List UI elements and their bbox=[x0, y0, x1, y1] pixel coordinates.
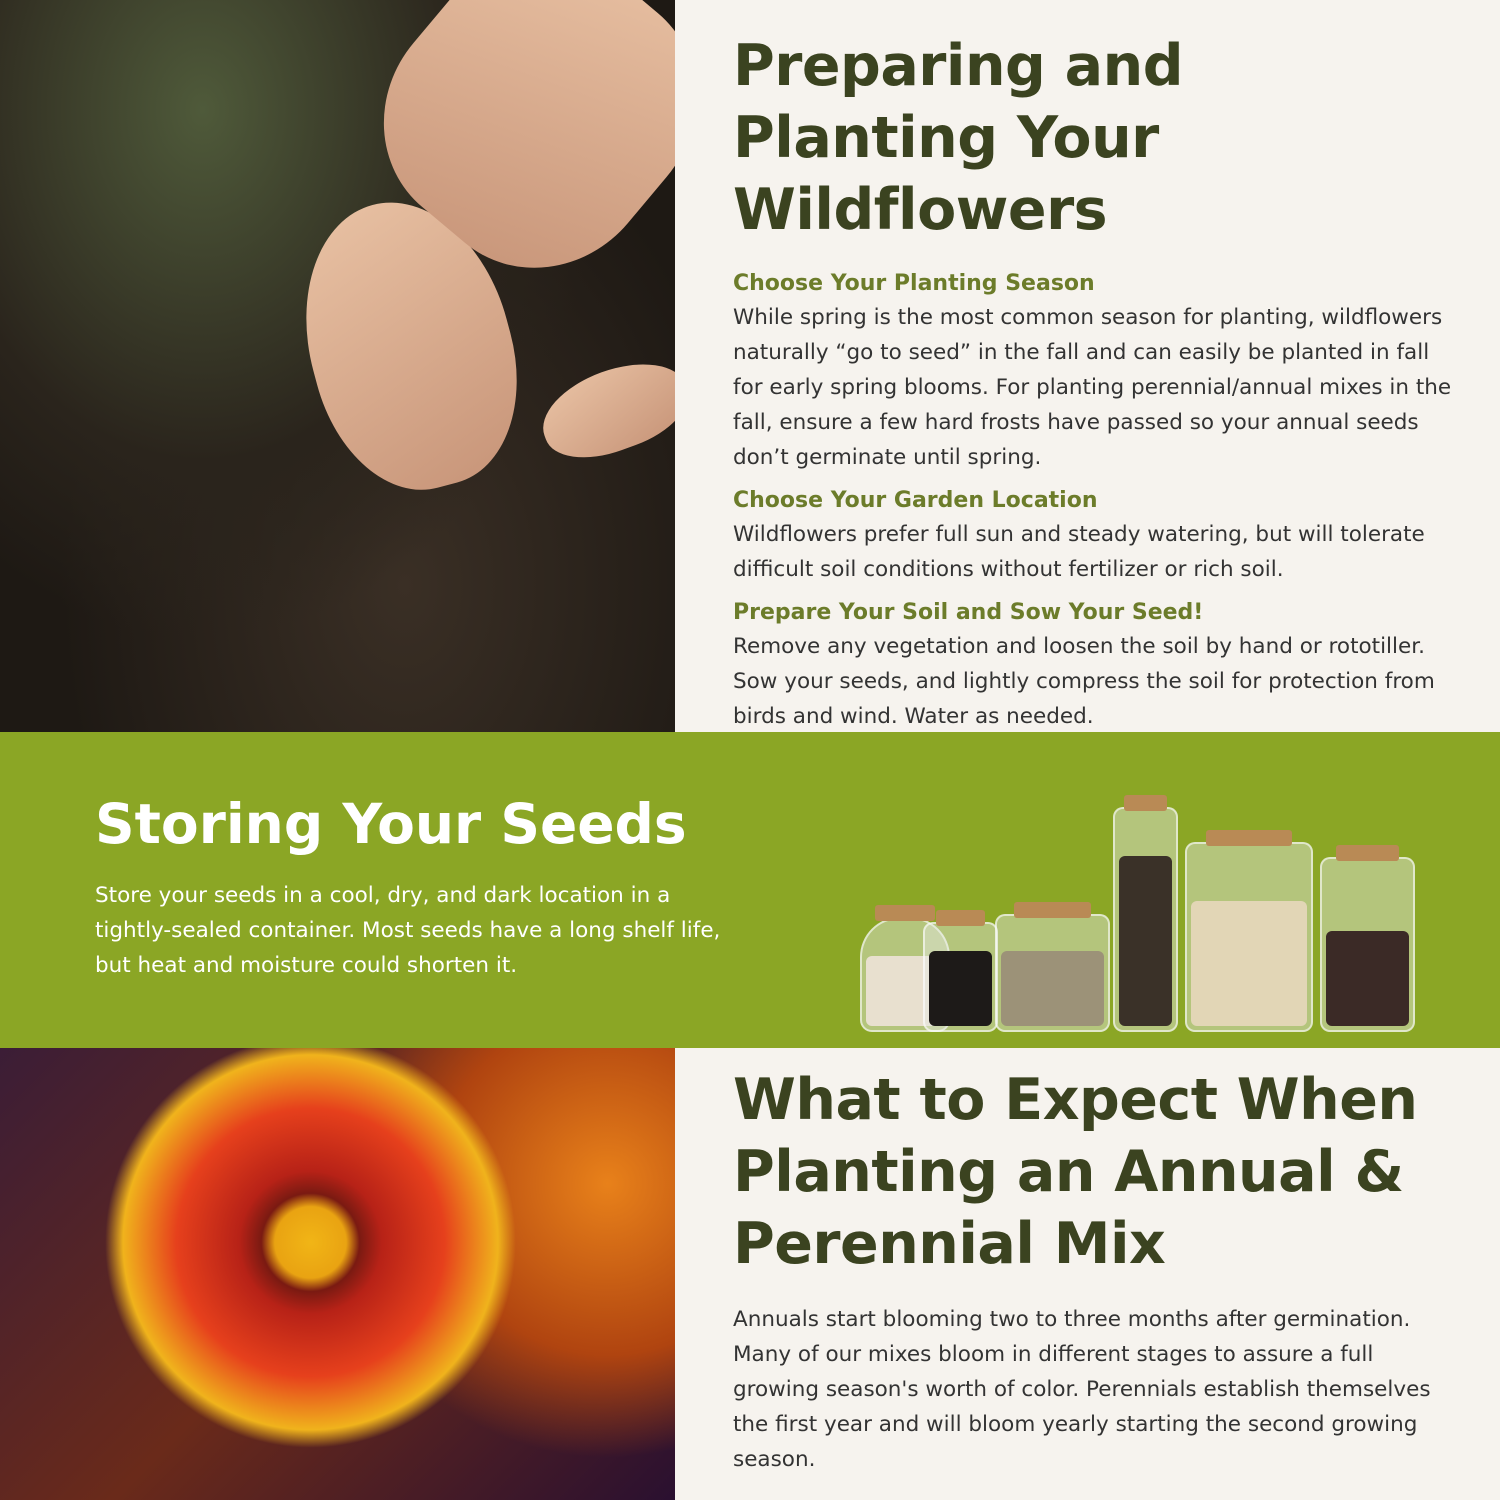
expect-body: Annuals start blooming two to three months after germination. Many of our mixes bloom in different stages to assure a full growing season's worth of color. Perennials establish themselves the first year and will bloom yearly starting the second growing season. bbox=[733, 1307, 1431, 1472]
soil-body: Remove any vegetation and loosen the soil by hand or rototiller. Sow your seeds, and lightly compress the soil for protection from birds and wind. Water as needed. bbox=[733, 634, 1435, 729]
expect-title: What to Expect When Planting an Annual & Perennial Mix bbox=[733, 1067, 1418, 1277]
location-body: Wildflowers prefer full sun and steady watering, but will tolerate difficult soil conditions without fertilizer or rich soil. bbox=[733, 522, 1425, 582]
hands-sowing-soil-photo bbox=[0, 0, 675, 732]
season-heading: Choose Your Planting Season bbox=[733, 271, 1095, 296]
season-body: While spring is the most common season for planting, wildflowers naturally “go to seed” in the fall and can easily be planted in fall for early spring blooms. For planting perennial/annual mixes in the fall, ensure a few hard frosts have passed so your annual seeds don’t germinate until spring. bbox=[733, 305, 1452, 470]
expect-section bbox=[0, 1048, 1500, 1500]
planting-title: Preparing and Planting Your Wildflowers bbox=[733, 33, 1184, 243]
expect-content bbox=[733, 1064, 1460, 1477]
location-heading: Choose Your Garden Location bbox=[733, 488, 1098, 513]
storing-section bbox=[0, 732, 1500, 1048]
soil-heading: Prepare Your Soil and Sow Your Seed! bbox=[733, 600, 1204, 625]
blanket-flower-photo bbox=[0, 1048, 675, 1500]
planting-content bbox=[733, 30, 1460, 734]
seed-jars-photo bbox=[855, 777, 1425, 1032]
planting-section bbox=[0, 0, 1500, 732]
storing-body: Store your seeds in a cool, dry, and dark location in a tightly-sealed container. Most seeds have a long shelf life, but heat and moisture could shorten it. bbox=[95, 883, 721, 978]
storing-title: Storing Your Seeds bbox=[95, 792, 687, 856]
